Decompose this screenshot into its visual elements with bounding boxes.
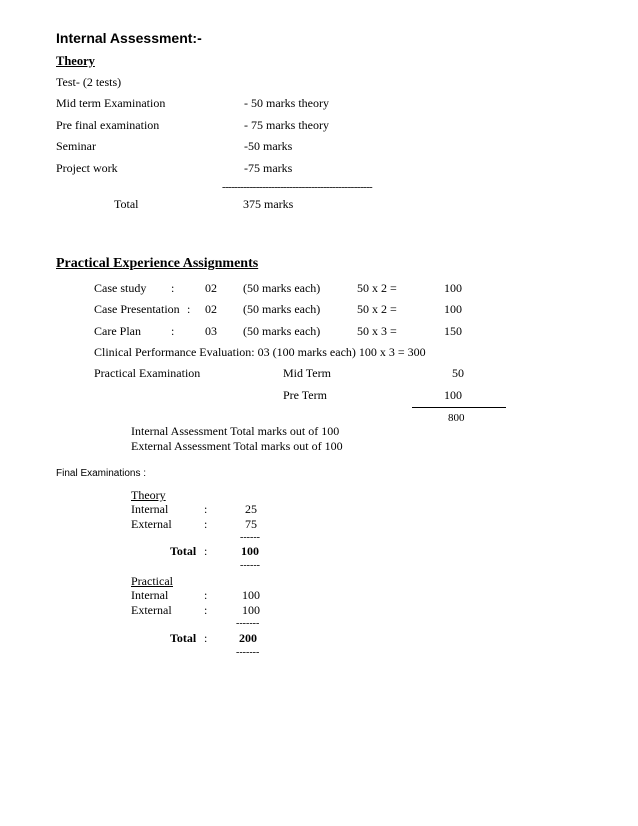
practical-sum: 800 [448,412,465,424]
final-theory-total-colon: : [204,544,208,558]
final-theory-external-label: External [131,517,172,531]
total-label: Total [114,197,139,211]
final-practical-internal-value: 100 [242,588,260,602]
pre-final-value: - 75 marks theory [244,118,329,132]
final-theory-external-value: 75 [245,517,257,531]
project-work-label: Project work [56,161,118,175]
final-exams-heading: Final Examinations : [56,468,147,479]
final-theory-internal-value: 25 [245,502,257,516]
project-work-value: -75 marks [244,161,293,175]
care-plan-result: 150 [444,324,462,338]
practical-heading: Practical Experience Assignments [56,256,259,271]
final-practical-heading: Practical [131,574,173,588]
case-presentation-colon: : [187,302,191,316]
final-practical-total-value: 200 [239,631,257,645]
final-practical-total-label: Total [170,631,197,645]
case-presentation-result: 100 [444,302,462,316]
final-practical-external-label: External [131,603,172,617]
care-plan-count: 03 [205,324,217,338]
final-practical-dash-top: ------- [236,618,260,629]
final-practical-external-colon: : [204,603,208,617]
mid-term-value: - 50 marks theory [244,96,329,110]
mid-term-exam-label: Mid Term [283,366,331,380]
final-theory-internal-label: Internal [131,502,169,516]
mid-term-exam-value: 50 [452,366,464,380]
case-study-desc: (50 marks each) [243,281,321,295]
seminar-label: Seminar [56,139,96,153]
tests-line: Test- (2 tests) [56,75,122,89]
final-theory-internal-colon: : [204,502,208,516]
care-plan-label: Care Plan [94,324,141,338]
case-presentation-count: 02 [205,302,217,316]
total-divider: ------------------------------------------------- [222,181,373,193]
case-study-label: Case study [94,281,147,295]
final-theory-total-label: Total [170,544,197,558]
case-study-count: 02 [205,281,217,295]
theory-heading: Theory [56,54,95,68]
case-study-colon: : [171,281,175,295]
pre-final-label: Pre final examination [56,118,160,132]
case-study-calc: 50 x 2 = [357,281,397,295]
pre-term-exam-label: Pre Term [283,388,327,402]
final-practical-internal-colon: : [204,588,208,602]
final-theory-dash-top: ------ [240,532,260,543]
final-practical-total-colon: : [204,631,208,645]
final-practical-dash-bottom: ------- [236,647,260,658]
seminar-value: -50 marks [244,139,293,153]
final-theory-heading: Theory [131,488,166,502]
sum-rule [412,407,506,408]
case-presentation-label: Case Presentation [94,302,180,316]
internal-total-line: Internal Assessment Total marks out of 100 [131,424,340,438]
care-plan-colon: : [171,324,175,338]
care-plan-desc: (50 marks each) [243,324,321,338]
case-presentation-desc: (50 marks each) [243,302,321,316]
final-theory-dash-bottom: ------ [240,560,260,571]
practical-exam-label: Practical Examination [94,366,201,380]
mid-term-label: Mid term Examination [56,96,166,110]
case-study-result: 100 [444,281,462,295]
final-practical-internal-label: Internal [131,588,169,602]
external-total-line: External Assessment Total marks out of 100 [131,439,343,453]
pre-term-exam-value: 100 [444,388,462,402]
clinical-evaluation-line: Clinical Performance Evaluation: 03 (100 marks each) 100 x 3 = 300 [94,345,426,359]
final-practical-external-value: 100 [242,603,260,617]
final-theory-external-colon: : [204,517,208,531]
case-presentation-calc: 50 x 2 = [357,302,397,316]
page-title: Internal Assessment:- [56,30,202,46]
final-theory-total-value: 100 [241,544,259,558]
care-plan-calc: 50 x 3 = [357,324,397,338]
total-value: 375 marks [243,197,294,211]
